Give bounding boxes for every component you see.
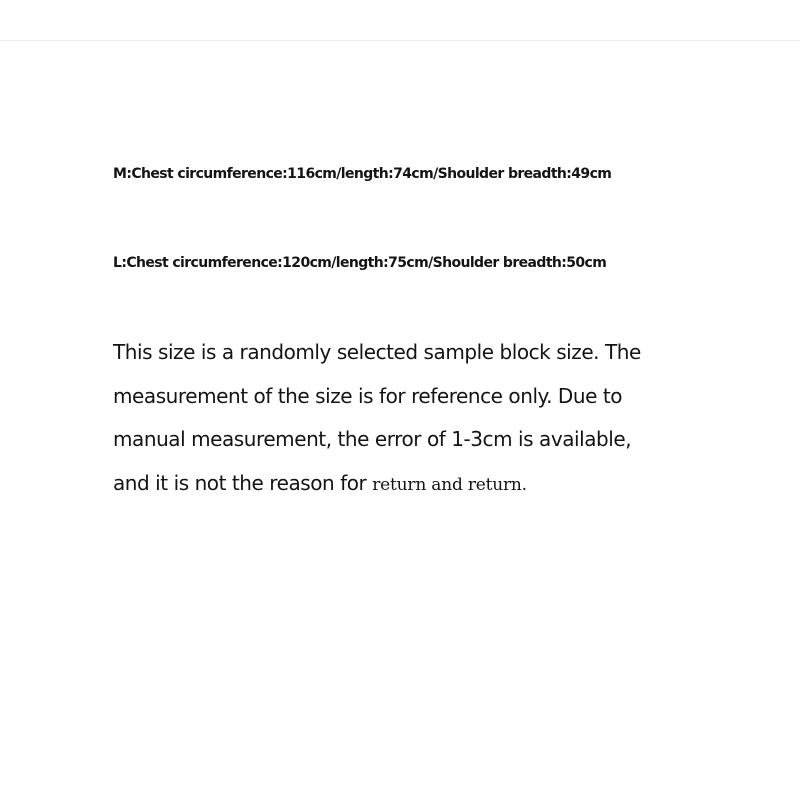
size-disclaimer [113,336,713,510]
size-l-spec: L:Chest circumference:120cm/length:75cm/Shoulder breadth:50cm [113,255,607,271]
disclaimer-line-3: manual measurement, the error of 1-3cm is available, [113,427,632,451]
top-divider [0,40,800,41]
disclaimer-line-4-main: and it is not the reason for [113,470,373,495]
disclaimer-line-4-tail: return and return. [372,474,527,495]
disclaimer-line-4 [113,467,713,511]
disclaimer-line-2: measurement of the size is for reference only. Due to [113,383,623,408]
disclaimer-line-1: This size is a randomly selected sample block size. The [113,340,641,364]
size-m-spec: M:Chest circumference:116cm/length:74cm/Shoulder breadth:49cm [113,166,612,182]
